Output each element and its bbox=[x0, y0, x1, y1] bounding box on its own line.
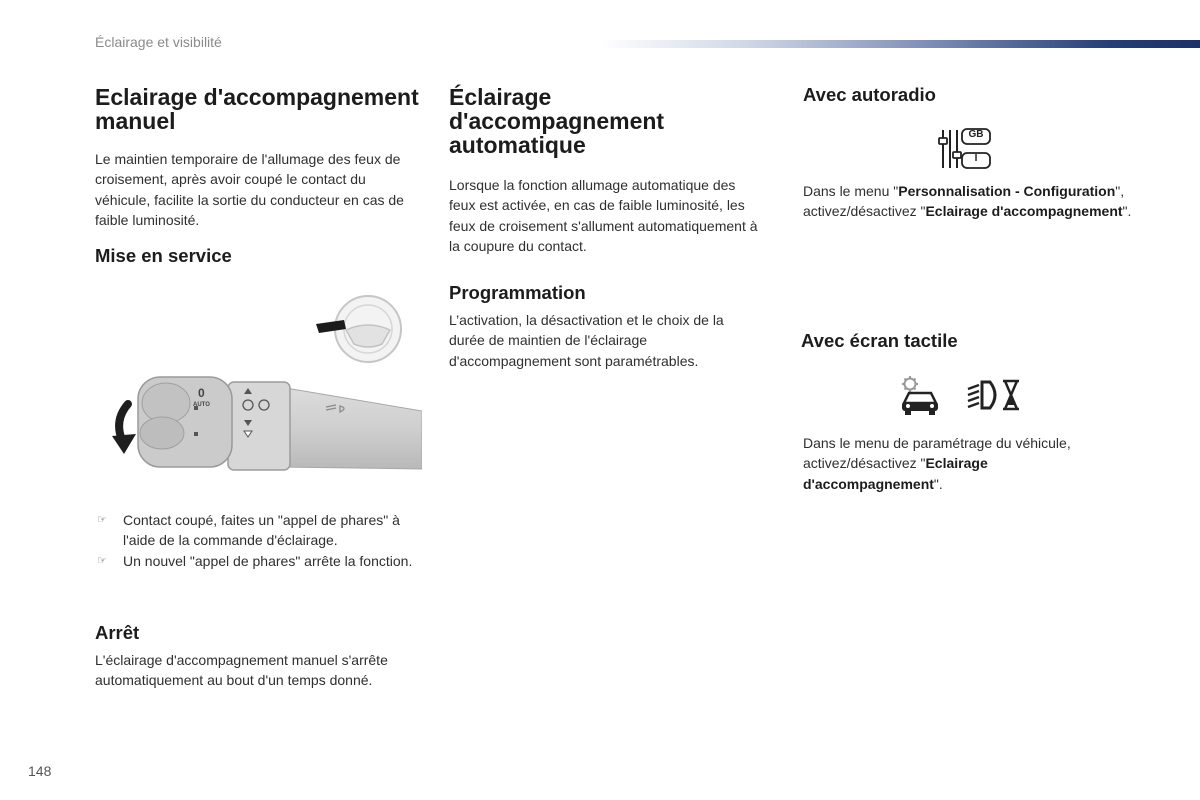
stalk-label-auto: AUTO bbox=[193, 402, 210, 408]
lighting-stalk-illustration bbox=[110, 375, 422, 475]
title-manuel: Eclairage d'accompagnement manuel bbox=[95, 84, 419, 134]
bullet-list bbox=[95, 510, 425, 571]
programmation-text: L’activation, la désactivation et le choix de la durée de maintien de l'éclairage d'accompagnement sont paramétrables. bbox=[449, 312, 724, 369]
heading-avec-autoradio: Avec autoradio bbox=[803, 84, 936, 105]
bullet-text: Contact coupé, faites un "appel de phares" à l'aide de la commande d'éclairage. bbox=[123, 512, 400, 549]
badge-gb: GB bbox=[968, 129, 984, 140]
intro-automatique: Lorsque la fonction allumage automatique des feux est activée, en cas de faible luminosité, les feux de croisement s'allument automatiquement à la coupure du contact. bbox=[449, 177, 758, 254]
steering-wheel-icon bbox=[310, 292, 410, 370]
intro-manuel: Le maintien temporaire de l'allumage des feux de croisement, après avoir coupé le contact du véhicule, facilite la sortie du conducteur en cas de faible luminosité. bbox=[95, 151, 404, 228]
bullet-item bbox=[95, 510, 425, 551]
autoradio-text: Dans le menu "Personnalisation - Configuration", activez/désactivez "Eclairage d'accompagnement". bbox=[803, 183, 1132, 220]
badge-i: I bbox=[974, 153, 978, 164]
heading-mise-en-service: Mise en service bbox=[95, 245, 232, 266]
bullet-item bbox=[95, 551, 425, 571]
header-gradient-bar bbox=[600, 40, 1200, 48]
option-name: Eclairage d'accompagnement bbox=[925, 203, 1123, 220]
bullet-text: Un nouvel "appel de phares" arrête la fonction. bbox=[123, 552, 413, 569]
page-number: 148 bbox=[28, 763, 52, 779]
title-automatique: Éclairage d'accompagnement automatique bbox=[449, 84, 665, 158]
heading-arret: Arrêt bbox=[95, 622, 140, 643]
tactile-text: Dans le menu de paramétrage du véhicule, activez/désactivez "Eclairage d'accompagnement". bbox=[803, 435, 1071, 492]
vehicle-settings-icon bbox=[898, 375, 942, 417]
bullet-icon: ☞ bbox=[97, 554, 107, 567]
menu-name: Personnalisation - Configuration bbox=[898, 183, 1116, 199]
heading-avec-ecran-tactile: Avec écran tactile bbox=[801, 330, 958, 351]
heading-programmation: Programmation bbox=[449, 282, 586, 303]
headlight-timer-icon bbox=[966, 377, 1022, 413]
rotation-arrow-icon bbox=[112, 400, 146, 458]
arret-text: L'éclairage d'accompagnement manuel s'arrête automatiquement au bout d'un temps donné. bbox=[95, 652, 388, 689]
running-header: Éclairage et visibilité bbox=[95, 34, 222, 50]
stalk-label-zero: 0 bbox=[198, 386, 205, 400]
option-name: Eclairage d'accompagnement bbox=[803, 455, 988, 492]
bullet-icon: ☞ bbox=[97, 514, 107, 526]
